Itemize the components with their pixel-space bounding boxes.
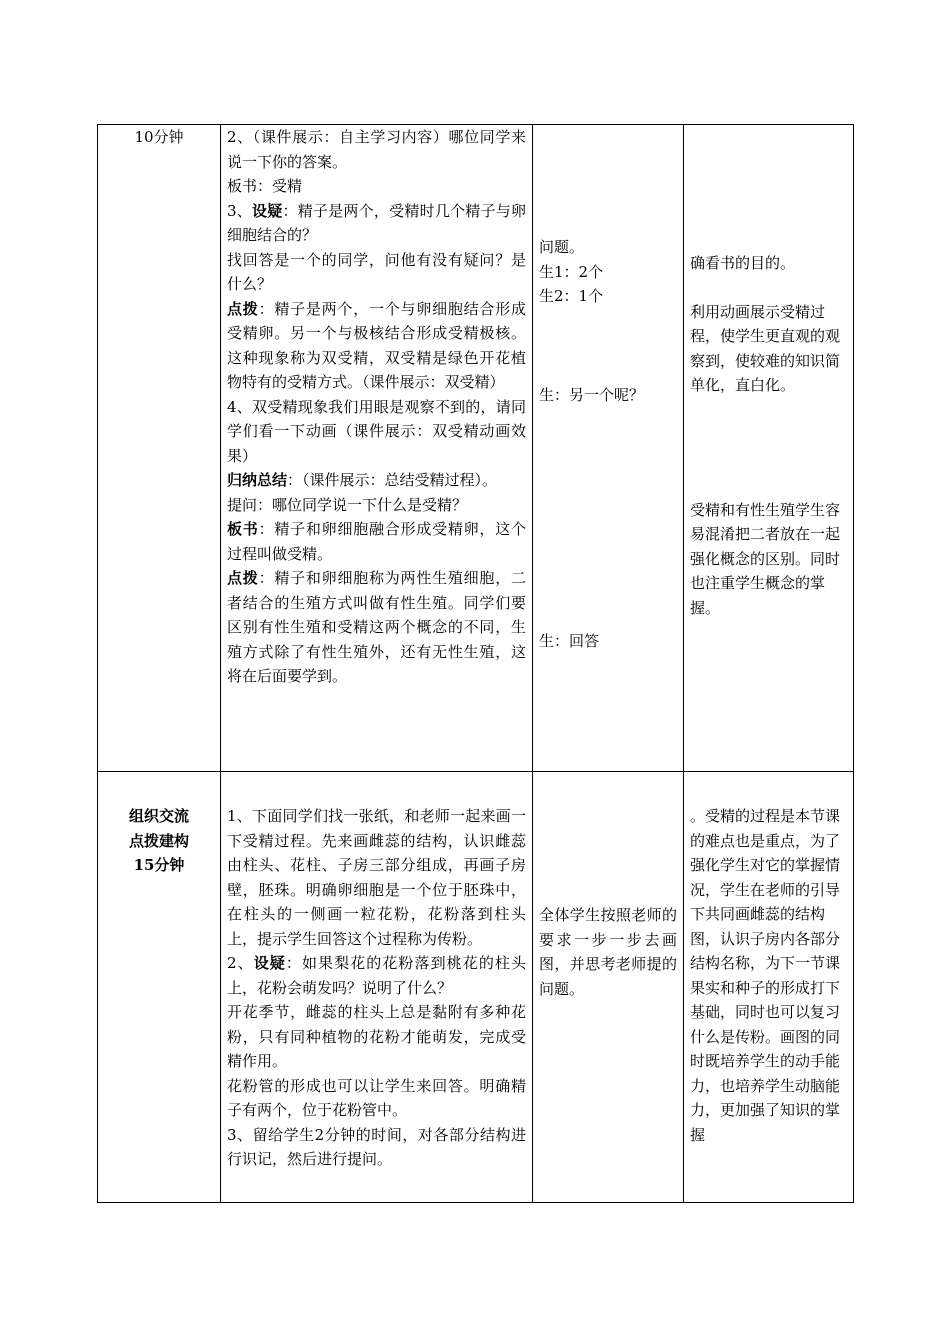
student-line: 问题。 — [539, 238, 585, 256]
text-run: 找回答是一个的同学，问他有没有疑问？是什么？ — [227, 250, 526, 293]
student-line: 生2：1个 — [539, 287, 604, 305]
teacher-activity-cell — [221, 772, 533, 1203]
teacher-activity-text — [227, 125, 526, 689]
intent-text: 利用动画展示受精过程，使学生更直观的观察到，使较难的知识简单化，直白化。 — [690, 302, 841, 394]
text-run: 提问：哪位同学说一下什么是受精？ — [227, 495, 468, 514]
text-run: 1、下面同学们找一张纸，和老师一起来画一下受精过程。先来画雌蕊的结构，认识雌蕊由柱头、花柱、子房三部分组成，再画子房壁，胚珠。明确卵细胞是一个位于胚珠中，在柱头的一侧画一粒花粉，花粉落到柱头上，提示学生回答这个过程称为传粉。 — [227, 807, 526, 948]
text-run: 2、（课件展示：自主学习内容）哪位同学来说一下你的答案。 — [227, 128, 526, 171]
text-run: ：精子是两个，一个与卵细胞结合形成受精卵。另一个与极核结合形成受精极核。这种现象称为双受精，双受精是绿色开花植物特有的受精方式。（课件展示：双受精） — [227, 299, 526, 391]
paragraph — [227, 297, 526, 395]
paragraph — [227, 248, 526, 297]
paragraph — [227, 1074, 526, 1123]
student-line: 生1：2个 — [539, 262, 604, 281]
text-run: ：精子和卵细胞称为两性生殖细胞，二者结合的生殖方式叫做有性生殖。同学们要区别有性生殖和受精这两个概念的不同，生殖方式除了有性生殖外，还有无性生殖，这将在后面要学到。 — [227, 569, 526, 685]
table-row — [98, 772, 854, 1203]
text-run: ：精子是两个，受精时几个精子与卵细胞结合的？ — [227, 201, 526, 244]
student-line: 生：另一个呢？ — [539, 385, 645, 404]
bold-keyword: 点拨 — [227, 299, 259, 318]
student-line: 生：回答 — [539, 632, 600, 650]
paragraph — [227, 174, 526, 199]
paragraph — [227, 468, 526, 493]
design-intent-cell — [684, 772, 854, 1203]
paragraph — [227, 517, 526, 566]
paragraph — [227, 199, 526, 248]
phase-cell — [98, 772, 221, 1203]
text-run: ：如果梨花的花粉落到桃花的柱头上，花粉会萌发吗？说明了什么？ — [227, 954, 526, 997]
bold-keyword: 设疑 — [253, 954, 286, 972]
lesson-plan-table — [97, 124, 854, 1203]
text-run: 花粉管的形成也可以让学生来回答。明确精子有两个，位于花粉管中。 — [227, 1076, 526, 1119]
text-run: 开花季节，雌蕊的柱头上总是黏附有多种花粉，只有同种植物的花粉才能萌发，完成受精作用。 — [227, 1003, 526, 1070]
intent-text: 确看书的目的。 — [690, 254, 796, 272]
paragraph — [227, 1123, 526, 1172]
intent-text: 受精和有性生殖学生容易混淆把二者放在一起强化概念的区别。同时也注重学生概念的掌握。 — [690, 500, 841, 617]
text-run: 2、 — [227, 954, 254, 972]
paragraph — [227, 566, 526, 689]
bold-keyword: 归纳总结 — [227, 471, 288, 489]
paragraph — [227, 804, 526, 951]
bold-keyword: 板书 — [227, 520, 259, 538]
intent-text: 。受精的过程是本节课的难点也是重点，为了强化学生对它的掌握情况，学生在老师的引导下共同画雌蕊的结构图，认识子房内各部分结构名称，为下一节课果实和种子的形成打下基础，同时也可以复习什么是传粉。画图的同时既培养学生的动手能力，也培养学生动脑能力，更加强了知识的掌握 — [690, 807, 841, 1144]
paragraph — [227, 395, 526, 469]
student-activity-cell — [533, 125, 684, 772]
paragraph — [227, 493, 526, 518]
phase-subtitle: 点拨建构 — [128, 831, 189, 850]
paragraph — [227, 125, 526, 174]
design-intent-cell — [684, 125, 854, 772]
paragraph — [227, 1000, 526, 1074]
time-cell — [98, 125, 221, 772]
text-run: 板书：受精 — [227, 177, 303, 195]
teacher-activity-text — [227, 804, 526, 1172]
table-row — [98, 125, 854, 772]
paragraph — [227, 951, 526, 1000]
time-label: 10分钟 — [134, 128, 184, 146]
text-run: 4、双受精现象我们用眼是观察不到的，请同学们看一下动画（课件展示：双受精动画效果） — [227, 397, 526, 465]
student-activity-cell — [533, 772, 684, 1203]
phase-title: 组织交流 — [128, 807, 189, 825]
time-label: 15分钟 — [133, 856, 185, 874]
text-run: 3、 — [227, 201, 253, 220]
bold-keyword: 设疑 — [252, 201, 283, 220]
text-run: 3、留给学生2分钟的时间，对各部分结构进行识记，然后进行提问。 — [227, 1125, 526, 1168]
text-run: ：精子和卵细胞融合形成受精卵，这个过程叫做受精。 — [227, 520, 526, 563]
teacher-activity-cell — [221, 125, 533, 772]
text-run: ：（课件展示：总结受精过程）。 — [287, 471, 498, 489]
bold-keyword: 点拨 — [227, 569, 259, 587]
student-line: 全体学生按照老师的要求一步一步去画图，并思考老师提的问题。 — [539, 906, 677, 998]
